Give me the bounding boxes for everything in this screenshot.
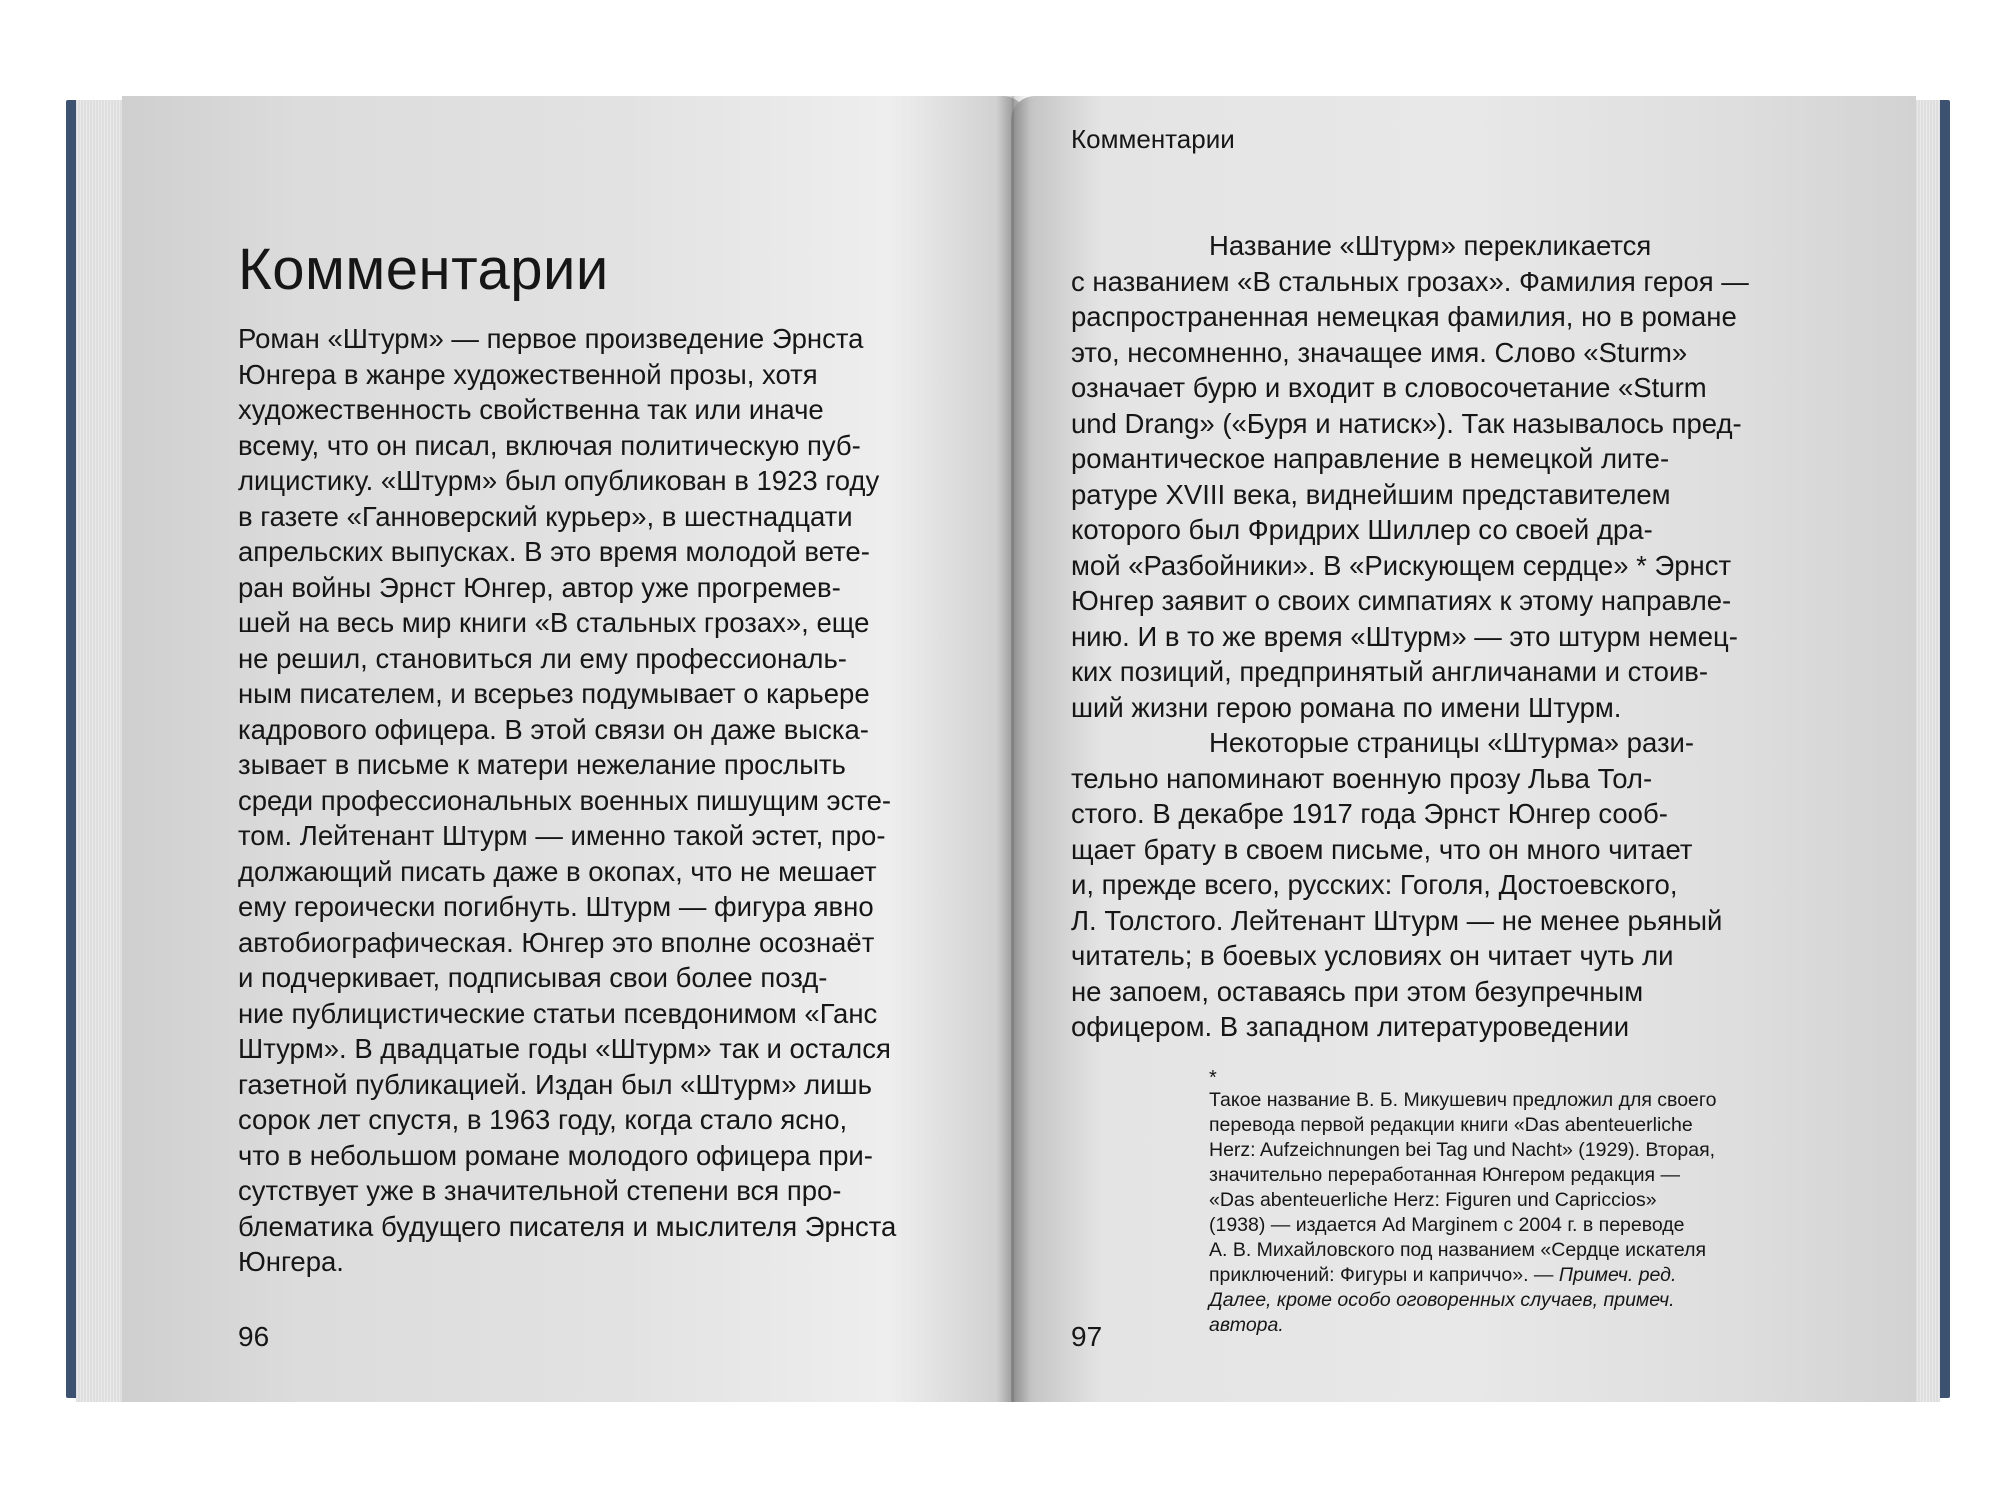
footnote-line [1209,1288,1829,1313]
footnote-italic-text: Далее, кроме особо оговоренных случаев, примеч. [1209,1289,1675,1311]
text-line: и подчеркивает, подписывая свои более позд- [238,962,828,993]
text-line: газетной публикацией. Издан был «Штурм» лишь [238,1068,872,1100]
page-number-left: 96 [238,1321,270,1352]
text-line: сутствует уже в значительной степени вся про- [238,1175,842,1206]
text-line: Штурм». В двадцатые годы «Штурм» так и остался [238,1033,891,1064]
book-gutter-shadow [996,96,1030,1402]
text-line: ему героически погибнуть. Штурм — фигура явно [238,891,874,922]
footnote-text: «Das abenteuerliche Herz: Figuren und Capriccios» [1209,1189,1657,1211]
text-line: Л. Толстого. Лейтенант Штурм — не менее рьяный [1071,904,1723,936]
footnote-line [1209,1313,1829,1338]
text-line: мой «Разбойники». В «Рискующем сердце» * Эрнст [1071,549,1732,581]
left-page-body-text [238,321,1027,1280]
text-line: шей на весь мир книги «В стальных грозах», еще [238,607,870,638]
footnote-line [1209,1263,1829,1288]
text-line: которого был Фридрих Шиллер со своей дра- [1071,514,1653,545]
text-line: читатель; в боевых условиях он читает чуть ли [1071,940,1674,971]
text-line: ран войны Эрнст Юнгер, автор уже прогремев- [238,571,841,603]
footnote-italic-text: автора. [1209,1314,1284,1336]
open-book [66,96,1950,1402]
footnote-text: Herz: Aufzeichnungen bei Tag und Nacht» (1929). Вторая, [1209,1139,1716,1161]
footnote-text: Такое название В. Б. Микушевич предложил для своего [1209,1089,1717,1111]
text-line: романтическое направление в немецкой лите- [1071,443,1670,474]
text-line: тельно напоминают военную прозу Льва Тол- [1071,762,1653,794]
right-page-content [1071,228,1891,1045]
text-line: Название «Штурм» перекликается [1209,230,1652,261]
text-line: с названием «В стальных грозах». Фамилия героя — [1071,265,1749,297]
text-line: Некоторые страницы «Штурма» рази- [1209,727,1695,758]
footnote-line [1209,1163,1829,1188]
footnote-line [1209,1138,1829,1163]
footnote-text: перевода первой редакции книги «Das abenteuerliche [1209,1114,1693,1136]
text-line: нию. И в то же время «Штурм» — это штурм немец- [1071,620,1738,652]
text-line: среди профессиональных военных пишущим эсте- [238,784,892,816]
text-line: это, несомненно, значащее имя. Слово «Sturm» [1071,336,1688,368]
text-line: ший жизни герою романа по имени Штурм. [1071,691,1622,723]
text-line: в газете «Ганноверский курьер», в шестнадцати [238,500,853,532]
text-line: ратуре XVIII века, виднейшим представителем [1071,478,1671,510]
text-line: стого. В декабре 1917 года Эрнст Юнгер сооб- [1071,798,1668,829]
footnote-text: приключений: Фигуры и каприччо». — [1209,1264,1559,1286]
text-line: щает брату в своем письме, что он много читает [1071,833,1693,865]
text-line: блематика будущего писателя и мыслителя Эрнста [238,1210,897,1242]
text-line: не решил, становиться ли ему профессиональ- [238,642,847,674]
footnote-line [1209,1188,1829,1213]
footnote-text: значительно переработанная Юнгером редакция — [1209,1164,1681,1186]
footnote-text: А. В. Михайловского под названием «Сердце искателя [1209,1239,1707,1261]
text-line: не запоем, оставаясь при этом безупречным [1071,975,1644,1007]
text-line: Юнгера в жанре художественной прозы, хотя [238,358,818,390]
text-line: зывает в письме к матери нежелание прослыть [238,749,846,780]
footnote-text: (1938) — издается Ad Marginem с 2004 г. в переводе [1209,1214,1685,1236]
text-line: офицером. В западном литературоведении [1071,1011,1630,1042]
text-line: означает бурю и входит в словосочетание «Sturm [1071,372,1707,403]
footnote [1209,1068,1829,1338]
text-line: художественность свойственна так или иначе [238,394,824,425]
running-head: Комментарии [1071,124,1235,154]
footnote-line [1209,1113,1829,1138]
footnote-line [1209,1213,1829,1238]
text-line: кадрового офицера. В этой связи он даже выска- [238,713,869,745]
text-line: und Drang» («Буря и натиск»). Так называлось пред- [1071,407,1742,439]
text-line: ких позиций, предпринятый англичанами и стоив- [1071,656,1709,687]
right-page [1011,96,1916,1402]
left-page [122,96,1027,1402]
text-line: должающий писать даже в окопах, что не мешает [238,855,877,887]
footnote-italic-text: Примеч. ред. [1558,1264,1677,1286]
text-line: Юнгера. [238,1246,344,1277]
chapter-title: Комментарии [238,237,609,302]
text-line: что в небольшом романе молодого офицера при- [238,1139,873,1171]
left-page-content [238,236,1027,1280]
text-line: всему, что он писал, включая политическую пуб- [238,429,861,461]
text-line: том. Лейтенант Штурм — именно такой эстет, про- [238,820,886,851]
text-line: апрельских выпусках. В это время молодой вете- [238,536,870,567]
footnote-line [1209,1088,1829,1113]
text-line: Юнгер заявит о своих симпатиях к этому направле- [1071,585,1732,616]
text-line: сорок лет спустя, в 1963 году, когда стало ясно, [238,1104,848,1135]
text-line: распространенная немецкая фамилия, но в романе [1071,301,1737,332]
text-line: и, прежде всего, русских: Гоголя, Достоевского, [1071,869,1678,900]
right-page-body-text [1071,228,1891,1045]
footnote-line [1209,1238,1829,1263]
text-line: автобиографическая. Юнгер это вполне осознаёт [238,926,875,958]
text-line: ным писателем, и всерьез подумывает о карьере [238,678,870,709]
text-line: ние публицистические статьи псевдонимом «Ганс [238,997,878,1029]
page-number-right: 97 [1071,1321,1103,1352]
text-line: Роман «Штурм» — первое произведение Эрнста [238,323,864,354]
footnote-mark: * [1209,1067,1217,1089]
text-line: лицистику. «Штурм» был опубликован в 1923 году [238,465,880,496]
